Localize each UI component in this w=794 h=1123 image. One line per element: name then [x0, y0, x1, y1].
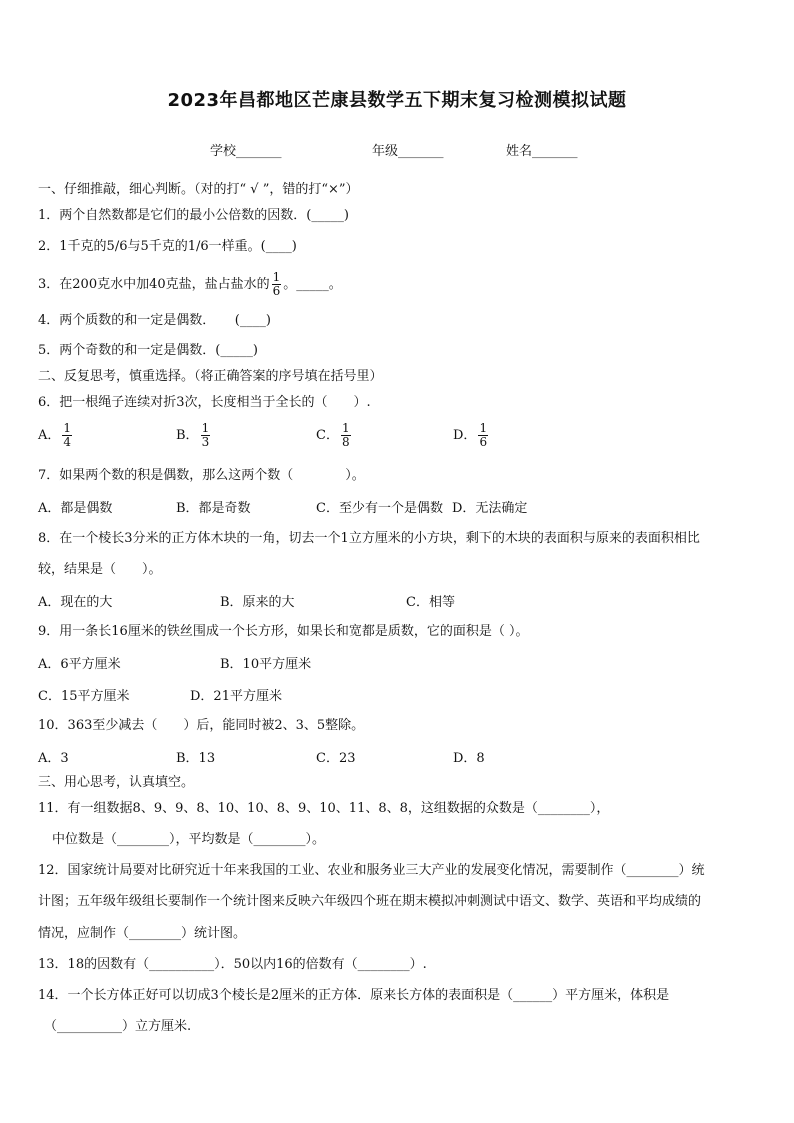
q8-option-c: C．相等 [406, 595, 455, 610]
question-1: 1．两个自然数都是它们的最小公倍数的因数．(_____) [38, 208, 349, 223]
q7-option-d: D．无法确定 [452, 501, 528, 516]
option-label: B． [176, 428, 199, 443]
question-3-tail: 。_____。 [283, 277, 342, 292]
q10-option-c: C．23 [316, 751, 356, 766]
question-8-line-1: 8．在一个棱长3分米的正方体木块的一角，切去一个1立方厘米的小方块，剩下的木块的表面积与原来的表面积相比 [38, 531, 700, 546]
name-field: 姓名_______ [506, 144, 578, 159]
page-title: 2023年昌都地区芒康县数学五下期末复习检测模拟试题 [167, 90, 627, 111]
q6-option-d [453, 422, 490, 449]
fraction-denominator: 4 [63, 435, 72, 449]
option-fraction [62, 422, 72, 449]
q6-option-c [316, 422, 353, 449]
question-2: 2．1千克的5/6与5千克的1/6一样重。(____) [38, 239, 297, 254]
option-fraction [478, 422, 488, 449]
fraction-numerator: 1 [201, 421, 210, 435]
q6-option-b [176, 422, 212, 449]
fraction-numerator: 1 [479, 421, 488, 435]
q7-option-b: B．都是奇数 [176, 501, 251, 516]
q7-option-a: A．都是偶数 [38, 501, 113, 516]
question-3-stem: 3．在200克水中加40克盐，盐占盐水的 [38, 277, 270, 292]
grade-field: 年级_______ [372, 144, 444, 159]
q9-option-c: C．15平方厘米 [38, 689, 130, 704]
q10-option-a: A．3 [38, 751, 69, 766]
fraction-numerator: 1 [63, 421, 72, 435]
section-3-heading: 三、用心思考，认真填空。 [38, 775, 195, 790]
question-7: 7．如果两个数的积是偶数，那么这两个数（ ）。 [38, 468, 365, 483]
option-label: A． [38, 428, 61, 443]
question-6: 6．把一根绳子连续对折3次，长度相当于全长的（ ）. [38, 395, 371, 410]
question-12-line-1: 12．国家统计局要对比研究近十年来我国的工业、农业和服务业三大产业的发展变化情况，需要制作（________）统 [38, 863, 705, 878]
fraction-numerator: 1 [341, 421, 350, 435]
question-5: 5．两个奇数的和一定是偶数．(_____) [38, 343, 258, 358]
fraction-one-sixth [272, 271, 282, 298]
fraction-denominator: 8 [341, 435, 350, 449]
q6-option-a [38, 422, 74, 449]
option-label: C． [316, 428, 339, 443]
q10-option-d: D．8 [453, 751, 485, 766]
q9-option-d: D．21平方厘米 [190, 689, 282, 704]
question-3 [38, 271, 764, 298]
question-11-line-2: 中位数是（________），平均数是（________）。 [52, 832, 326, 847]
q8-option-b: B．原来的大 [220, 595, 295, 610]
question-12-line-3: 情况，应制作（________）统计图。 [38, 926, 247, 941]
question-14-line-2: （__________）立方厘米. [44, 1019, 192, 1034]
q9-option-b: B．10平方厘米 [220, 657, 312, 672]
question-13: 13．18的因数有（__________）．50以内16的倍数有（________）. [38, 957, 427, 972]
question-8-line-2: 较，结果是（ ）。 [38, 562, 162, 577]
question-9: 9．用一条长16厘米的铁丝围成一个长方形，如果长和宽都是质数，它的面积是（ ）。 [38, 624, 529, 639]
question-10: 10．363至少减去（ ）后，能同时被2、3、5整除。 [38, 718, 365, 733]
q8-option-a: A．现在的大 [38, 595, 113, 610]
section-2-heading: 二、反复思考，慎重选择。（将正确答案的序号填在括号里） [38, 369, 383, 384]
q9-option-a: A．6平方厘米 [38, 657, 121, 672]
fraction-denominator: 6 [272, 284, 281, 298]
question-12-line-2: 计图；五年级年级组长要制作一个统计图来反映六年级四个班在期末模拟冲刺测试中语文、数学、英语和平均成绩的 [38, 894, 702, 909]
fraction-numerator: 1 [272, 270, 281, 284]
option-fraction [341, 422, 351, 449]
fraction-denominator: 3 [201, 435, 210, 449]
school-field: 学校_______ [210, 144, 282, 159]
q10-option-b: B．13 [176, 751, 216, 766]
option-label: D． [453, 428, 477, 443]
option-fraction [201, 422, 211, 449]
q7-option-c: C．至少有一个是偶数 [316, 501, 443, 516]
fraction-denominator: 6 [479, 435, 488, 449]
question-14-line-1: 14．一个长方体正好可以切成3个棱长是2厘米的正方体．原来长方体的表面积是（______）平方厘米，体积是 [38, 988, 670, 1003]
question-4: 4．两个质数的和一定是偶数． (____) [38, 313, 271, 328]
question-11-line-1: 11．有一组数据8、9、9、8、10、10、8、9、10、11、8、8，这组数据的众数是（________）， [38, 801, 610, 816]
section-1-heading: 一、仔细推敲，细心判断。（对的打“ √ ”，错的打“×”） [38, 182, 359, 197]
